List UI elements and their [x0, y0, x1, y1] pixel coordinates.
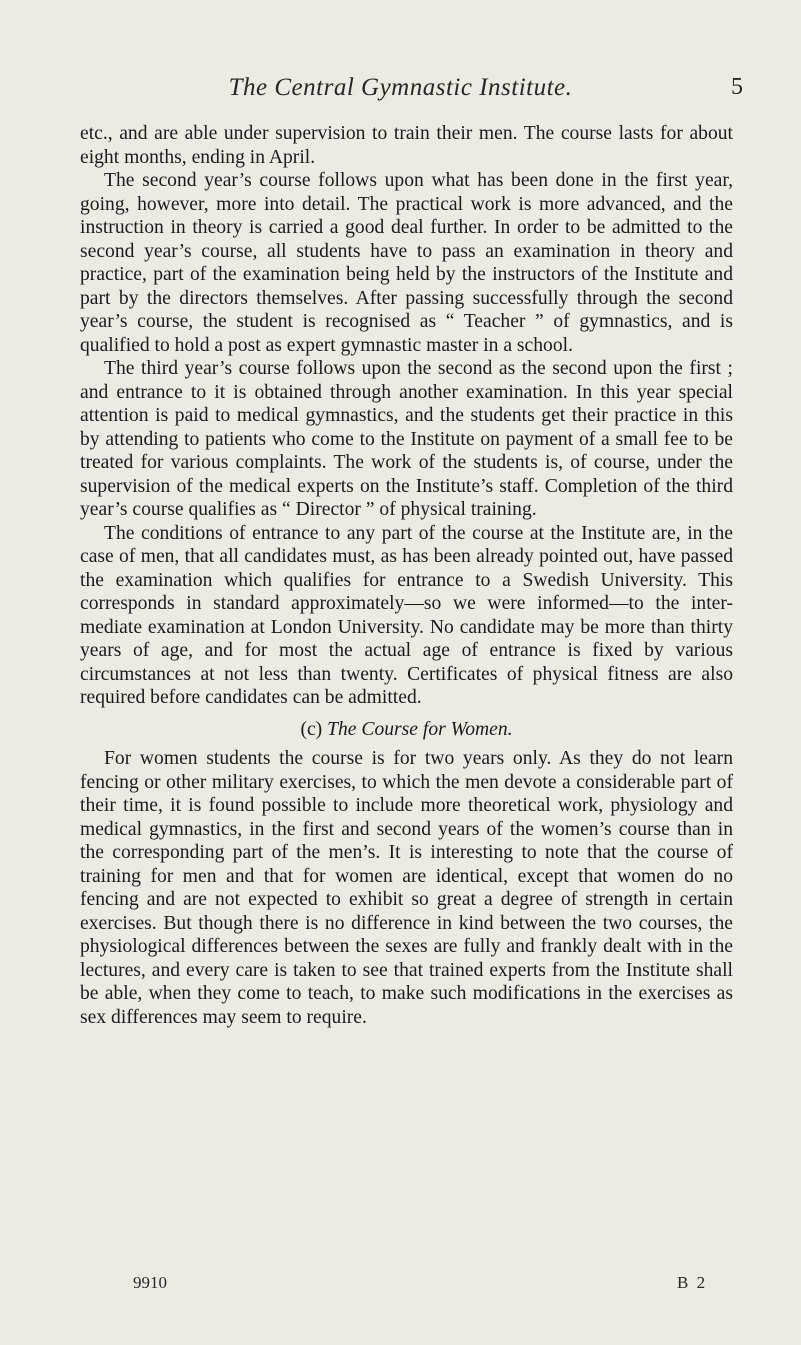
section-heading: [80, 718, 733, 742]
running-title: The Central Gymnastic Institute.: [228, 74, 573, 101]
paragraph: The conditions of entrance to any part of the course at the Institute are, in the case of men, that all candidates must, as has been already pointed out, have passed the examination which qualifies for entrance to a Swedish University. This corresponds in standard approximately—so we were informed—to the inter-mediate examination at London University. No candidate may be more than thirty years of age, and for most the actual age of entrance is fixed by various circumstances at not less than twenty. Certificates of physical fitness are also required before candidates can be admitted.: [80, 522, 733, 708]
page-footer: [0, 1273, 801, 1299]
paragraph: For women students the course is for two years only. As they do not learn fencing or other military exercises, to which the men devote a considerable part of their time, it is found possible to include more theoretical work, physiology and medical gymnastics, in the first and second years of the women’s course than in the corresponding part of the men’s. It is interesting to note that the course of training for men and that for women are identical, except that women do no fencing and are not expected to exhibit so great a degree of strength in certain exercises. But though there is no difference in kind between the two courses, the physiological differences between the sexes are fully and frankly dealt with in the lectures, and every care is taken to see that trained experts from the Institute shall be able, when they come to teach, to make such modifications in the exercises as sex differences may seem to require.: [80, 748, 733, 1028]
page-number: 5: [731, 74, 743, 100]
signature-mark: B 2: [677, 1273, 708, 1292]
body-text: [80, 122, 733, 1029]
running-head: [0, 74, 801, 104]
paragraph: The third year’s course follows upon the second as the second upon the first ; and entrance to it is obtained through another examination. In this year special attention is paid to medical gymnastics, and the students get their practice in this by attending to patients who come to the Institute on payment of a small fee to be treated for various complaints. The work of the students is, of course, under the supervision of the medical experts on the Institute’s staff. Completion of the third year’s course qualifies as “ Director ” of physical training.: [80, 358, 733, 520]
section-title: The Course for Women.: [327, 718, 513, 740]
paragraph: etc., and are able under supervision to train their men. The course lasts for about eight months, ending in April.: [80, 123, 733, 168]
paragraph: The second year’s course follows upon what has been done in the first year, going, however, more into detail. The practical work is more advanced, and the instruction in theory is carried a good deal further. In order to be admitted to the second year’s course, all students have to pass an examination in theory and practice, part of the examination being held by the instructors of the Institute and part by the directors themselves. After passing successfully through the second year’s course, the student is recognised as “ Teacher ” of gymnastics, and is qualified to hold a post as expert gymnastic master in a school.: [80, 170, 733, 356]
section-number: (c): [300, 718, 323, 740]
print-number: 9910: [133, 1273, 167, 1292]
